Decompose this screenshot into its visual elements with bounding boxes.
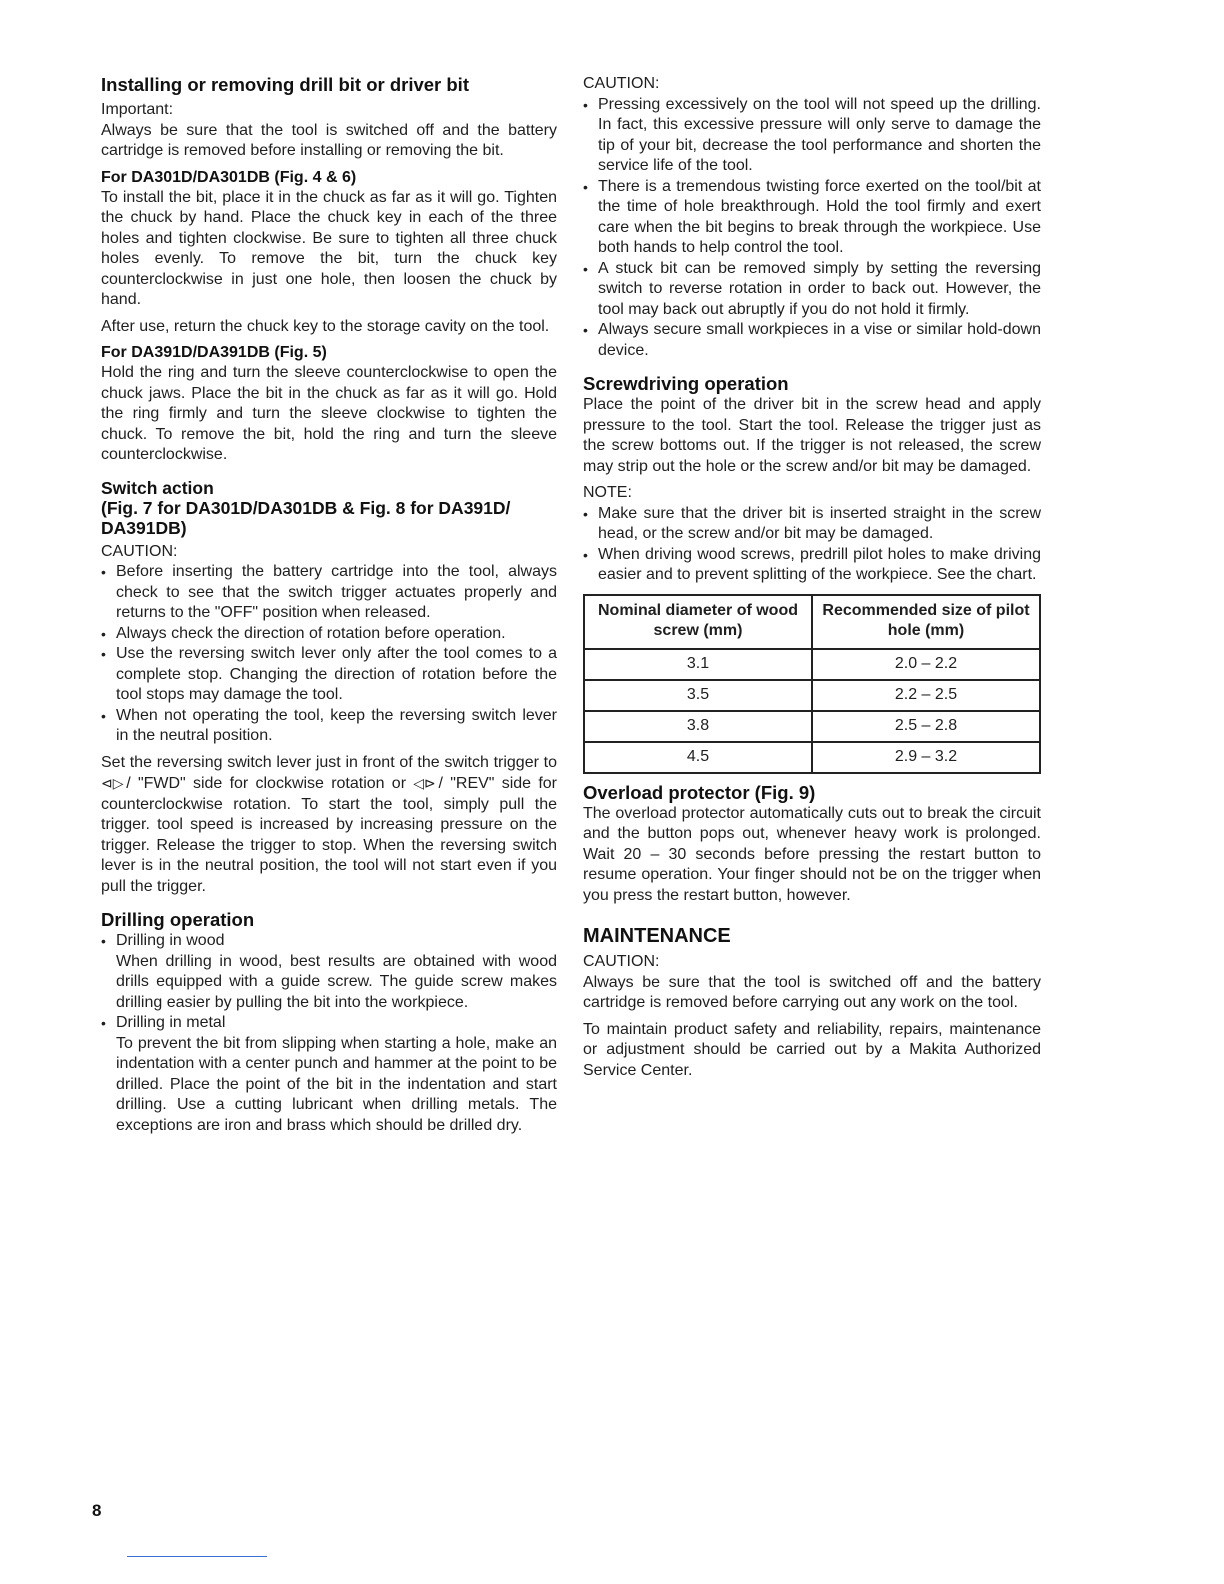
drilling-wood-label: Drilling in wood — [116, 932, 225, 949]
maintenance-caution-label: CAUTION: — [583, 953, 660, 970]
da391-heading: For DA391D/DA391DB (Fig. 5) — [101, 344, 327, 361]
list-item — [101, 931, 557, 1013]
da301-heading: For DA301D/DA301DB (Fig. 4 & 6) — [101, 168, 357, 186]
table-cell: 2.5 – 2.8 — [812, 711, 1040, 742]
screwdriving-heading: Screwdriving operation — [583, 373, 789, 394]
left-column — [101, 74, 557, 1136]
right-column — [583, 74, 1041, 1081]
list-item: • Always check the direction of rotation before operation. — [101, 624, 557, 645]
list-item — [101, 1013, 557, 1136]
switch-caution-label: CAUTION: — [101, 542, 178, 560]
install-heading: Installing or removing drill bit or driver bit — [101, 74, 469, 95]
table-cell: 2.9 – 3.2 — [812, 742, 1040, 773]
page-number: 8 — [92, 1501, 102, 1520]
list-item: • Use the reversing switch lever only after the tool comes to a complete stop. Changing the direction of rotation before the tool stops may damage the tool. — [101, 644, 557, 706]
reversing-switch-text: Set the reversing switch lever just in front of the switch trigger to ⊲▷ / "FWD" side for clockwise rotation or ◁⊳ / "REV" side for counterclockwise rotation. To start the tool, simply pull the trigger. tool speed is increased by increasing pressure on the trigger. Release the trigger to stop. When the reversing switch lever is in the neutral position, the tool will not start even if you pull the trigger. — [101, 753, 557, 895]
list-item: • There is a tremendous twisting force exerted on the tool/bit at the time of hole breakthrough. Hold the tool firmly and exert care when the bit begins to break through the workpiece. Use both hands to help control the tool. — [583, 177, 1041, 259]
drilling-wood-text: When drilling in wood, best results are obtained with wood drills equipped with a guide screw. The guide screw makes drilling easier by pulling the bit into the workpiece. — [116, 952, 557, 1011]
table-cell: 4.5 — [584, 742, 812, 773]
reverse-rotation-icon: ◁⊳ — [413, 775, 436, 791]
important-text: Always be sure that the tool is switched off and the battery cartridge is removed before installing or removing the bit. — [101, 121, 557, 159]
overload-text: The overload protector automatically cuts out to break the circuit and the button pops out, whenever heavy work is prolonged. Wait 20 – 30 seconds before pressing the restart button to resume operation. Your finger should not be on the trigger when you press the restart button, however. — [583, 804, 1041, 904]
forward-rotation-icon: ⊲▷ — [101, 775, 124, 791]
table-cell: 2.2 – 2.5 — [812, 680, 1040, 711]
list-item: • A stuck bit can be removed simply by setting the reversing switch to reverse rotation in order to back out. However, the tool may back out abruptly if you do not hold it firmly. — [583, 259, 1041, 321]
drilling-caution-label: CAUTION: — [583, 75, 660, 92]
maintenance-heading: MAINTENANCE — [583, 925, 731, 947]
note-list — [583, 504, 1041, 586]
da301-text: To install the bit, place it in the chuck as far as it will go. Tighten the chuck by hand. Place the chuck key in each of the three holes and tighten clockwise. Be sure to tighten all three chuck holes evenly. To remove the bit, turn the chuck key counterclockwise in just one hole, then loosen the chuck by hand. — [101, 188, 557, 308]
note-label: NOTE: — [583, 484, 632, 501]
footer-rule — [127, 1556, 267, 1557]
table-cell: 3.5 — [584, 680, 812, 711]
table-row — [584, 742, 1040, 773]
table-header: Nominal diameter of wood screw (mm) — [584, 595, 812, 649]
maintenance-text: To maintain product safety and reliability, repairs, maintenance or adjustment should be carried out by a Makita Authorized Service Center. — [583, 1020, 1041, 1079]
drilling-metal-label: Drilling in metal — [116, 1014, 226, 1031]
after-use-text: After use, return the chuck key to the storage cavity on the tool. — [101, 317, 550, 335]
table-row — [584, 680, 1040, 711]
pilot-hole-table — [583, 594, 1041, 774]
table-cell: 3.1 — [584, 649, 812, 680]
maintenance-caution-text: Always be sure that the tool is switched off and the battery cartridge is removed before carrying out any work on the tool. — [583, 973, 1041, 1011]
table-cell: 2.0 – 2.2 — [812, 649, 1040, 680]
drilling-list — [101, 931, 557, 1136]
table-row — [584, 711, 1040, 742]
drilling-metal-text: To prevent the bit from slipping when starting a hole, make an indentation with a center punch and hammer at the point to be drilled. Place the point of the bit in the indentation and start drilling. Use a cutting lubricant when drilling metals. The exceptions are iron and brass which should be drilled dry. — [116, 1034, 557, 1134]
switch-caution-list — [101, 562, 557, 747]
important-label: Important: — [101, 101, 174, 118]
list-item: • When driving wood screws, predrill pilot holes to make driving easier and to prevent splitting of the workpiece. See the chart. — [583, 545, 1041, 586]
overload-heading: Overload protector (Fig. 9) — [583, 781, 816, 803]
table-cell: 3.8 — [584, 711, 812, 742]
switch-subheading: (Fig. 7 for DA301D/DA301DB & Fig. 8 for DA391D/ DA391DB) — [101, 497, 511, 538]
list-item: • Pressing excessively on the tool will not speed up the drilling. In fact, this excessive pressure will only serve to damage the tip of your bit, decrease the tool performance and shorten the service life of the tool. — [583, 95, 1041, 177]
table-header: Recommended size of pilot hole (mm) — [812, 595, 1040, 649]
drilling-heading: Drilling operation — [101, 909, 255, 930]
da391-text: Hold the ring and turn the sleeve counterclockwise to open the chuck jaws. Place the bit in the chuck as far as it will go. Hold the ring firmly and turn the sleeve clockwise to tighten the chuck. To remove the bit, hold the ring and turn the sleeve counterclockwise. — [101, 364, 557, 463]
list-item: • Always secure small workpieces in a vise or similar hold-down device. — [583, 320, 1041, 361]
screwdriving-text: Place the point of the driver bit in the screw head and apply pressure to the tool. Start the tool. Release the trigger just as the screw bottoms out. If the trigger is not released, the screw may strip out the hole or the screw and/or bit may be damaged. — [583, 396, 1041, 475]
table-header-row — [584, 595, 1040, 649]
switch-heading: Switch action — [101, 477, 214, 498]
list-item: • Make sure that the driver bit is inserted straight in the screw head, or the screw and/or bit may be damaged. — [583, 504, 1041, 545]
list-item: • Before inserting the battery cartridge into the tool, always check to see that the switch trigger actuates properly and returns to the "OFF" position when released. — [101, 562, 557, 624]
table-row — [584, 649, 1040, 680]
list-item: • When not operating the tool, keep the reversing switch lever in the neutral position. — [101, 706, 557, 747]
drilling-caution-list — [583, 95, 1041, 362]
